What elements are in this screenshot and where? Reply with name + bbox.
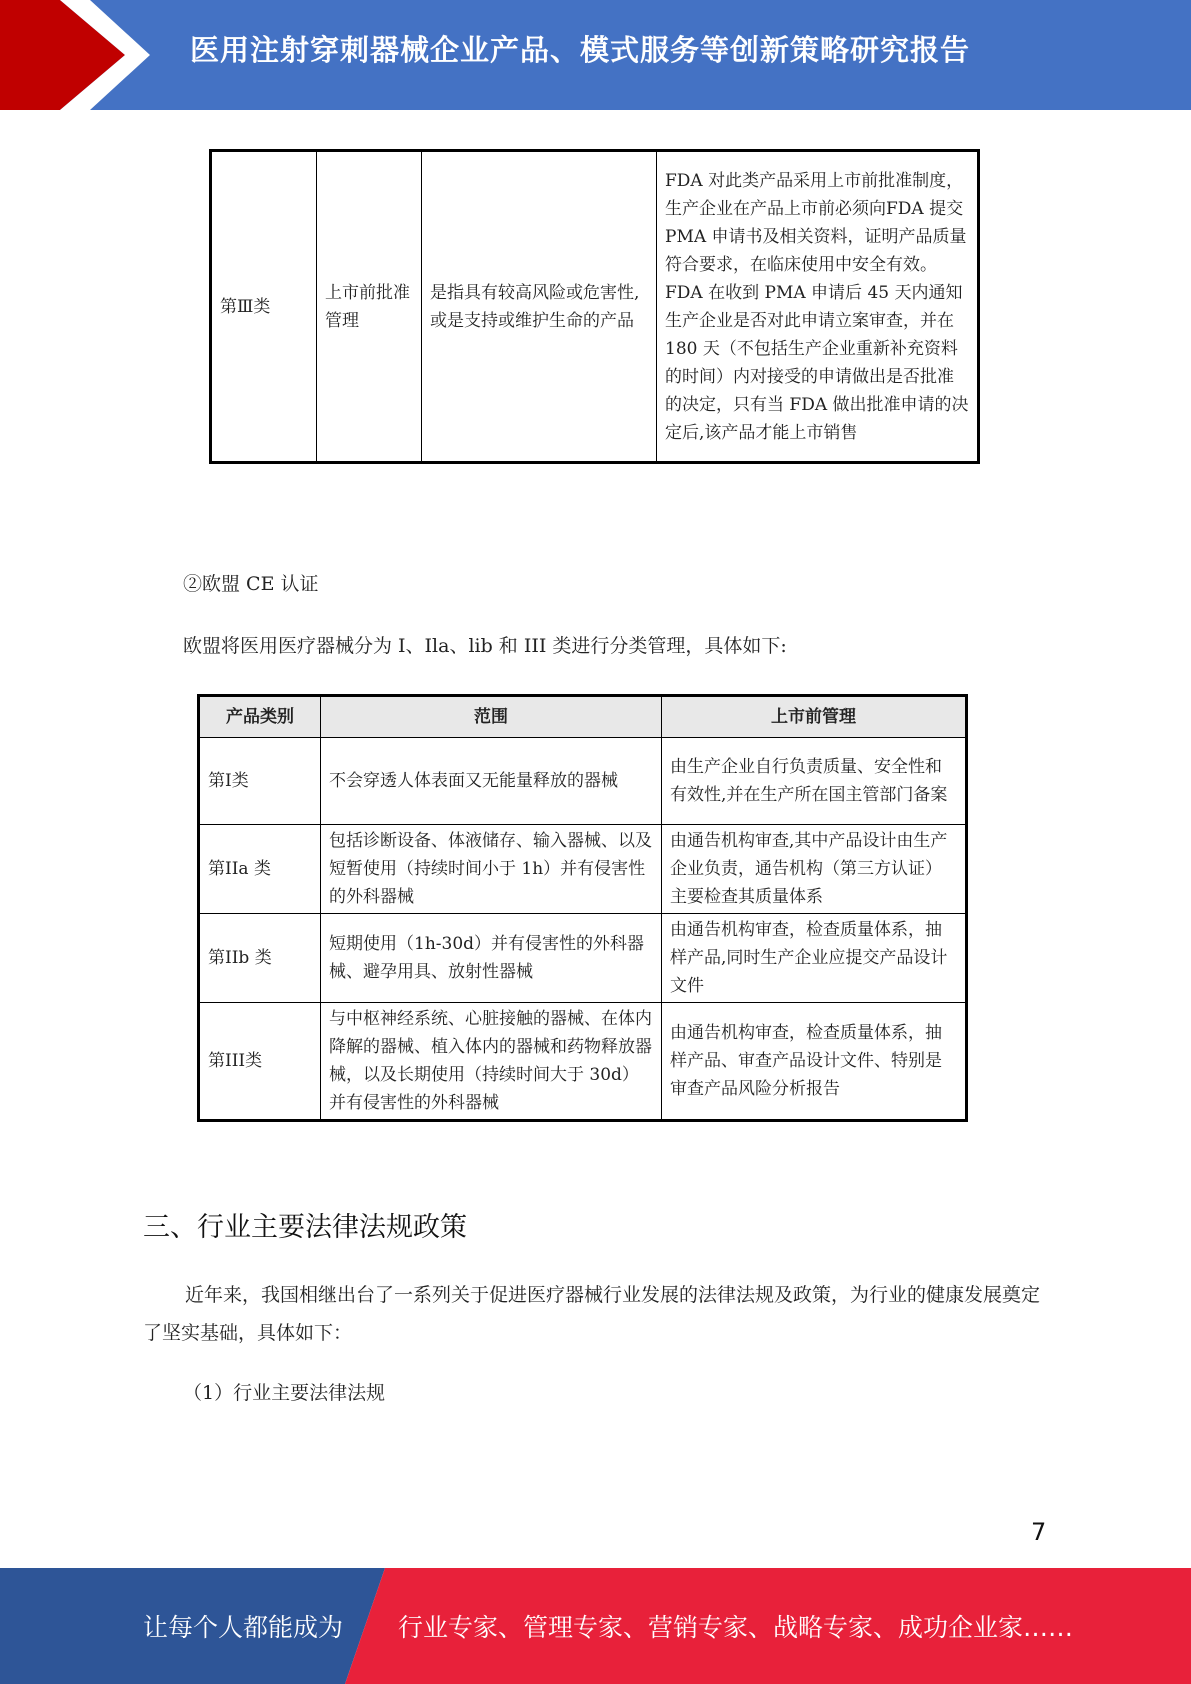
scope-cell: 不会穿透人体表面又无能量释放的器械: [321, 738, 662, 825]
page-header: [0, 0, 1191, 110]
class-cell: 第Ⅲ类: [211, 151, 317, 463]
page-footer: [0, 1568, 1191, 1684]
eu-intro-text: 欧盟将医用医疗器械分为 I、Ila、lib 和 III 类进行分类管理，具体如下:: [183, 635, 787, 657]
management-cell: 上市前批准管理: [317, 151, 422, 463]
scope-cell: 包括诊断设备、体液储存、输入器械、以及短暂使用（持续时间小于 1h）并有侵害性的外科器械: [321, 825, 662, 914]
section-heading: 三、行业主要法律法规政策: [143, 1212, 467, 1243]
management-cell: 由通告机构审查，检查质量体系，抽样产品、审查产品设计文件、特别是审查产品风险分析报告: [662, 1003, 967, 1121]
scope-cell: 与中枢神经系统、心脏接触的器械、在体内降解的器械、植入体内的器械和药物释放器械，以及长期使用（持续时间大于 30d）并有侵害性的外科器械: [321, 1003, 662, 1121]
table-row: [199, 914, 967, 1003]
table-row: [199, 1003, 967, 1121]
management-cell: 由通告机构审查,其中产品设计由生产企业负责，通告机构（第三方认证）主要检查其质量体系: [662, 825, 967, 914]
category-cell: 第III类: [199, 1003, 321, 1121]
table-header-row: [199, 696, 967, 738]
category-cell: 第IIb 类: [199, 914, 321, 1003]
scope-cell: 是指具有较高风险或危害性,或是支持或维护生命的产品: [422, 151, 657, 463]
header-title: 医用注射穿刺器械企业产品、模式服务等创新策略研究报告: [190, 33, 971, 67]
sub-heading: （1）行业主要法律法规: [183, 1382, 386, 1404]
header-arrow-decoration: [0, 0, 160, 110]
fda-class-iii-table: [209, 149, 980, 464]
page-number: 7: [1031, 1518, 1047, 1546]
category-cell: 第I类: [199, 738, 321, 825]
management-cell: 由生产企业自行负责质量、安全性和有效性,并在生产所在国主管部门备案: [662, 738, 967, 825]
footer-slogan-left: 让每个人都能成为: [143, 1613, 344, 1642]
scope-cell: 短期使用（1h-30d）并有侵害性的外科器械、避孕用具、放射性器械: [321, 914, 662, 1003]
management-cell: 由通告机构审查，检查质量体系，抽样产品,同时生产企业应提交产品设计文件: [662, 914, 967, 1003]
column-header: 上市前管理: [662, 696, 967, 738]
footer-slogan-right: 行业专家、管理专家、营销专家、战略专家、成功企业家……: [398, 1613, 1074, 1642]
body-paragraph: 近年来，我国相继出台了一系列关于促进医疗器械行业发展的法律法规及政策，为行业的健康发展奠定了坚实基础，具体如下：: [143, 1284, 1041, 1344]
table-row: [199, 825, 967, 914]
ce-heading: ②欧盟 CE 认证: [183, 573, 319, 595]
eu-classification-table: [197, 694, 968, 1122]
column-header: 范围: [321, 696, 662, 738]
category-cell: 第IIa 类: [199, 825, 321, 914]
column-header: 产品类别: [199, 696, 321, 738]
description-cell: FDA 对此类产品采用上市前批准制度，生产企业在产品上市前必须向FDA 提交 PMA 申请书及相关资料，证明产品质量符合要求，在临床使用中安全有效。FDA 在收到 PMA 申请后 45 天内通知生产企业是否对此申请立案审查，并在 180 天（不包括生产企业重新补充资料的时间）内对接受的申请做出是否批准的决定，只有当 FDA 做出批准申请的决定后,该产品才能上市销售: [657, 151, 979, 463]
table-row: [199, 738, 967, 825]
